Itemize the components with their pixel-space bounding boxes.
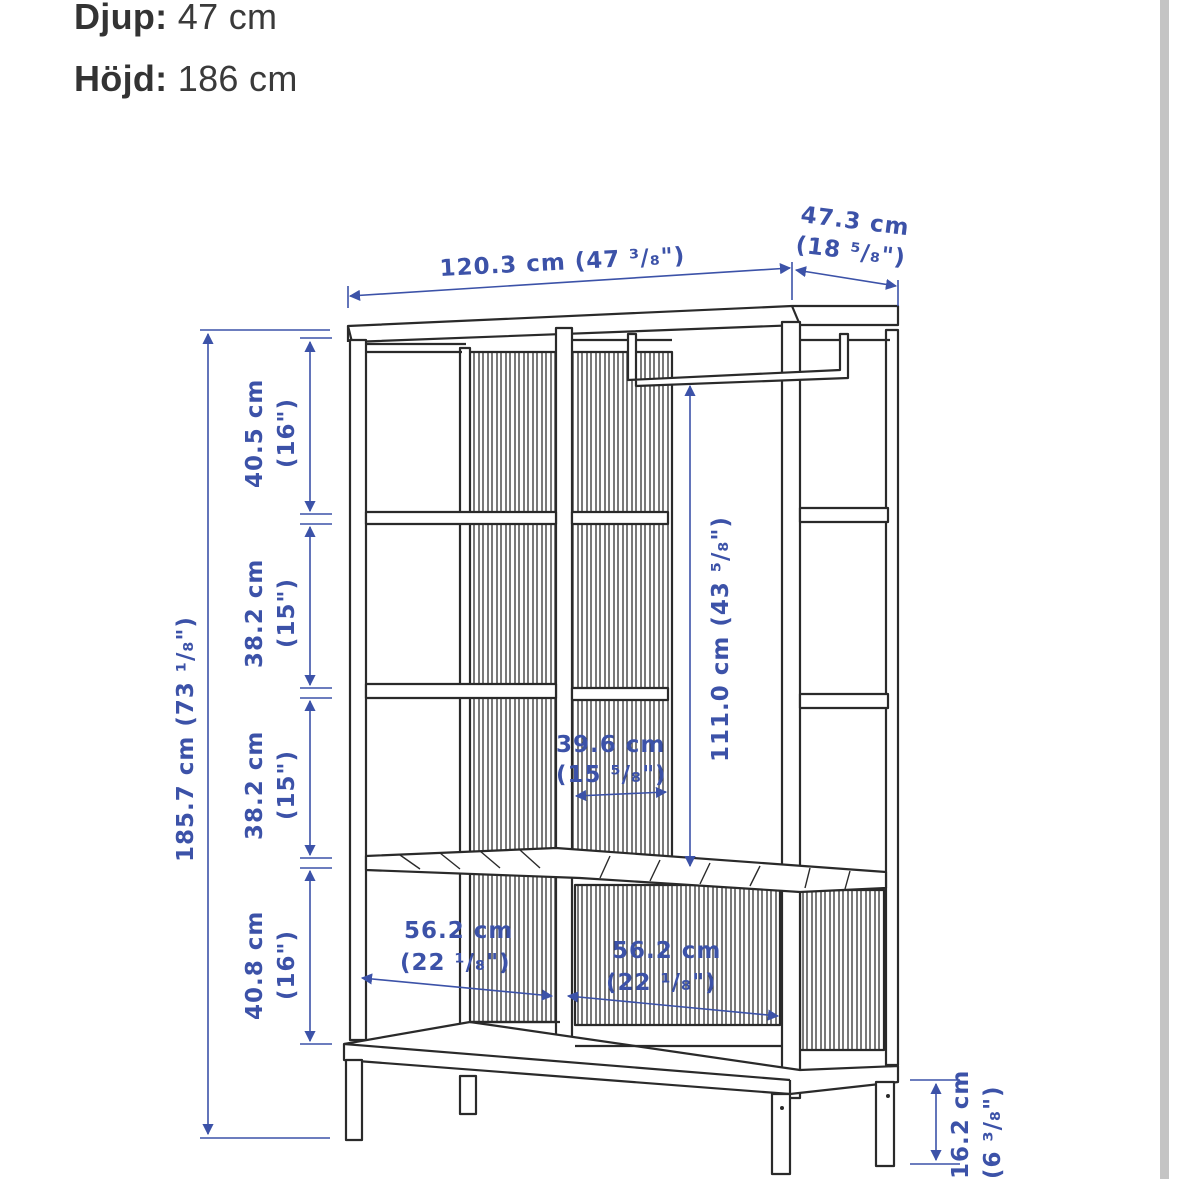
- left-front-post: [350, 340, 366, 1040]
- side-panel-right-lower: [800, 890, 884, 1050]
- shelf3-cm-label: 38.2 cm: [242, 730, 268, 840]
- depth-in-label: (18 ⁵/₈"): [794, 232, 908, 272]
- spec-height-label: Höjd:: [74, 58, 168, 99]
- spec-depth-value: 47 cm: [177, 0, 278, 37]
- shelf3-in-label: (15"): [274, 749, 300, 820]
- right-side-rail-2: [800, 694, 888, 708]
- leg-cm-label: 16.2 cm: [948, 1069, 974, 1179]
- shelf-left-2: [366, 684, 556, 698]
- shelf2-cm-label: 38.2 cm: [242, 558, 268, 668]
- shelf1-cm-label: 40.5 cm: [242, 378, 268, 488]
- total-height-label: 185.7 cm (73 ¹/₈"): [173, 616, 199, 862]
- shelf-middle-2: [572, 688, 668, 700]
- shelf4-in-label: (16"): [274, 929, 300, 1000]
- shelf-left-1: [366, 512, 556, 524]
- inner-depth-in-label: (15 ⁵/₈"): [556, 762, 667, 788]
- depth-cm-label: 47.3 cm: [799, 202, 911, 242]
- leg-in-label: (6 ³/₈"): [980, 1085, 1006, 1179]
- shelf2-in-label: (15"): [274, 577, 300, 648]
- spec-height-value: 186 cm: [177, 58, 298, 99]
- right-width-in-label: (22 ¹/₈"): [606, 970, 717, 996]
- right-width-cm-label: 56.2 cm: [612, 938, 722, 964]
- spec-depth-label: Djup:: [74, 0, 168, 37]
- middle-divider: [556, 328, 572, 1068]
- shelf-middle-1: [572, 512, 668, 524]
- left-width-cm-label: 56.2 cm: [404, 918, 514, 944]
- leg-back-left: [460, 1076, 476, 1114]
- top-board: [348, 306, 898, 342]
- right-side-rail-1: [800, 508, 888, 522]
- inner-depth-cm-label: 39.6 cm: [556, 732, 666, 758]
- leg-back-right: [876, 1082, 894, 1166]
- scrollbar-edge-line: [1160, 0, 1169, 1179]
- depth-arrow: [796, 270, 896, 286]
- leg-front-left: [346, 1060, 362, 1140]
- width-label: 120.3 cm (47 ³/₈"): [438, 243, 686, 282]
- shelf1-in-label: (16"): [274, 397, 300, 468]
- right-front-post: [782, 322, 800, 1098]
- leg-front-right: [772, 1094, 790, 1174]
- hanging-label: 111.0 cm (43 ⁵/₈"): [708, 516, 734, 762]
- left-width-in-label: (22 ¹/₈"): [400, 950, 511, 976]
- scrollbar-track[interactable]: [1160, 0, 1179, 1179]
- shelf4-cm-label: 40.8 cm: [242, 910, 268, 1020]
